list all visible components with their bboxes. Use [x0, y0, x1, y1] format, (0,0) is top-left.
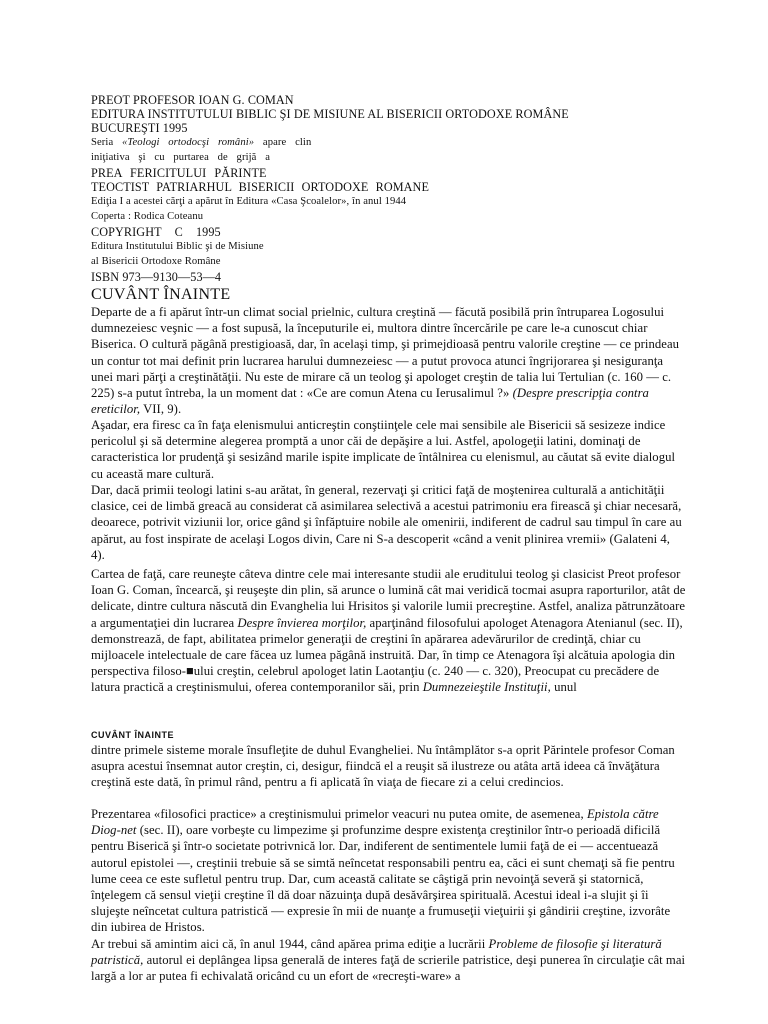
publisher-line: EDITURA INSTITUTULUI BIBLIC ŞI DE MISIUNE AL BISERICII ORTODOXE ROMÂNE — [91, 107, 569, 121]
patriarch-name-line: TEOCTIST PATRIARHUL BISERICII ORTODOXE ROMANE — [91, 180, 430, 194]
paragraph-2: Aşadar, era firesc ca în faţa elenismului anticreştin conştiinţele cele mai sensibile ale Bisericii să sesizeze indice pericolul şi să determine alegerea promptă a unor căi de depăşire a lui. Astfel, apologeţii latini, dominaţi de caracteristica lor prudenţă şi sesizând marile ispite implicate de întâlnirea cu elenismul, au căutat să evite dialogul cu această mare cultură. — [91, 418, 676, 481]
series-line — [91, 136, 731, 150]
work-title-atenagora: Despre învierea morţilor, — [237, 615, 367, 630]
patriarch-title-line: PREA FERICITULUI PĂRINTE — [91, 166, 267, 180]
chapter-title: CUVÂNT ÎNAINTE — [91, 286, 231, 303]
series-title: «Teologi ortodocşi români» — [122, 137, 255, 148]
paragraph-6-text-a: Prezentarea «filosofici practice» a creştinismului primelor veacuri nu putea omite, de asemenea, — [91, 807, 584, 821]
paragraph-4-text-b: aparţinând filosofului apologet Atenagora Atenianul (sec. II), demonstrează, de fapt, abilitatea primelor generaţii de creştini în apărarea adevărurilor de credinţă, chiar cu mijloacele intelectuale de care făcea uz lumea păgână instruită. Dar, în timp ce Atenagora îşi alcătuia apologia din perspectiva filoso-■ului creştin, celebrul apologet latin Laotanţiu (c. 240 — c. 320), Preocupat cu precădere de latura practică a creştinismului, oferea contemporanilor săi, prin — [91, 615, 683, 695]
paragraph-4-text-a: Cartea de faţă, care reuneşte câteva dintre cele mai interesante studii ale eruditului teolog şi clasicist Preot profesor Ioan G. Coman, încearcă, şi reuşeşte din plin, să arunce o lumină cât mai veridică tocmai asupra raporturilor, atât de delicate, dintre cultura născută din Evanghelia lui Hrisitos şi valorile lumii precreştine. Astfel, analiza pătrunzătoare a argumentaţiei din lucrarea — [91, 567, 686, 630]
cover-credit: Coperta : Rodica Coteanu — [91, 211, 204, 222]
citation-ref: VII, 9). — [143, 402, 182, 417]
paragraph-7-text-a: Ar trebui să amintim aici că, în anul 1944, când apărea prima ediţie a lucrării — [91, 937, 486, 951]
paragraph-4 — [91, 566, 686, 696]
series-tail: apare clin — [262, 137, 312, 148]
paragraph-4-text-c: unul — [554, 680, 577, 695]
work-title-probleme: Probleme de filosofie şi literatură patristică, — [91, 937, 662, 968]
citation-title: (Despre prescripţia contra ereticilor, — [91, 386, 649, 417]
work-title-diognet: Epistola către Diog-net — [91, 807, 659, 838]
paragraph-1-text: Departe de a fi apărut într-un climat social prielnic, cultura creştină — făcută posibilă prin întruparea Logosului dumnezeiesc veşnic — a fost supusă, la începuturile ei, multora dintre încercările pe care le-a cunoscut chiar Biserica. O cultură păgână prestigioasă, dar, în acelaşi timp, şi primejdioasă pentru valorile creştine — ce prindeau un contur tot mai definit prin lucrarea harului dumnezeiesc — a putut provoca atunci îngrijorarea şi nesiguranţa unei mari părţi a creştinătăţii. Nu este de mirare că un teolog şi apologet creştin de talia lui Tertulian (c. 160 — c. 225) s-a putut întreba, la un moment dat : «Ce are comun Atena cu Ierusalimul ?» — [91, 305, 680, 401]
author-line: PREOT PROFESOR IOAN G. COMAN — [91, 93, 294, 107]
imprint-line-1: Editura Institutului Biblic şi de Misiune — [91, 241, 264, 252]
series-label: Seria — [91, 137, 114, 148]
paragraph-1 — [91, 304, 686, 417]
paragraph-7 — [91, 936, 686, 985]
paragraph-3: Dar, dacă primii teologi latini s-au arătat, în general, rezervaţi şi critici faţă de moştenirea culturală a antichităţii clasice, cei de limbă greacă au considerat că asimilarea selectivă a acestui patrimoniu era firească şi chiar necesară, deoarece, potrivit viziunii lor, orice gând şi înfăptuire nobile ale omenirii, indiferent de cadrul sau timpul în care au apărut, au fost inspirate de acelaşi Logos divin, Care ni S-a descoperit «când a venit plinirea vremii» (Galateni 4, 4). — [91, 483, 682, 562]
copyright-line: COPYRIGHT C 1995 — [91, 225, 221, 239]
isbn-line: ISBN 973—9130—53—4 — [91, 270, 222, 284]
work-title-lactantiu: Dumnezeieştile Instituţii, — [422, 680, 551, 695]
imprint-line-2: al Bisericii Ortodoxe Române — [91, 256, 221, 267]
initiative-line: iniţiativa şi cu purtarea de grijă a — [91, 152, 271, 163]
edition-note: Ediţia I a acestei cărţi a apărut în Editura «Casa Şcoalelor», în anul 1944 — [91, 196, 407, 207]
place-year-line: BUCUREŞTI 1995 — [91, 121, 188, 135]
running-head: CUVÂNT ÎNAINTE — [91, 730, 174, 740]
paragraph-6 — [91, 806, 686, 936]
paragraph-5: dintre primele sisteme morale însufleţite de duhul Evangheliei. Nu întâmplător s-a oprit Părintele profesor Coman asupra acestui însemnat autor creştin, ci, desigur, fiindcă el a reuşit să ilustreze ou atâta artă ideea că învăţătura creştină este dată, în primul rând, pentru a fi aplicată în viaţa de fiecare zi a celui credincios. — [91, 743, 675, 790]
paragraph-7-text-b: autorul ei deplângea lipsa generală de interes faţă de scrierile patristice, deşi punerea în circulaţie cât mai largă a lor ar putea fi echivalată oricând cu un efort de «recreşti-ware» a — [91, 953, 686, 984]
paragraph-6-text-b: (sec. II), oare vorbeşte cu limpezime şi profunzime despre existenţa creştinilor într-o perioadă dificilă pentru Biserică şi într-o societate potrivnică lor. Dar, indiferent de sentimentele lumii faţă de ei — accentuează autorul epistolei —, creştinii trebuie să se simtă neîncetat responsabili pentru ea, căci ei sunt chemaţi să fie pentru lume ceea ce este sufletul pentru trup. Dar, cum această calitate se câştigă prin nevoinţă severă şi statornică, înţelegem că sensul vieţii creştine îl dă doar năzuinţa după desăvârşirea spirituală. Acestui ideal i-a slujit şi îi slujeşte neîncetat cultura patristică — expresie în mii de nuanţe a frumuseţii vieţuirii şi gândirii creştine, izvorâte din iubirea de Hristos. — [91, 823, 675, 935]
